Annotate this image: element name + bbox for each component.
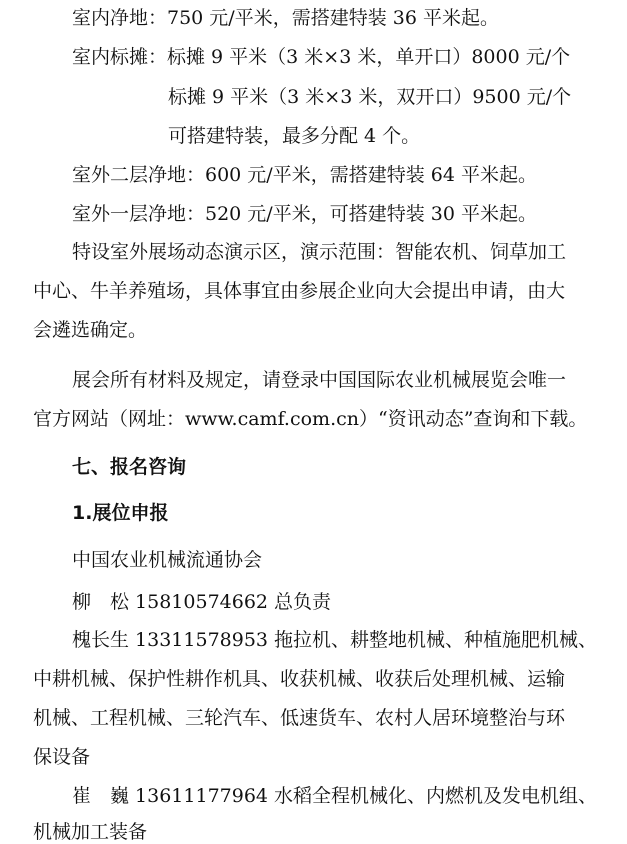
demo-zone-line-1: 特设室外展场动态演示区，演示范围：智能农机、饲草加工 <box>72 241 567 263</box>
pricing-indoor-booth-2: 标摊 9 平米（3 米×3 米，双开口）9500 元/个 <box>168 86 572 108</box>
contact-huai-changsheng-line-4: 保设备 <box>33 746 91 768</box>
pricing-indoor-booth-3: 可搭建特装，最多分配 4 个。 <box>168 125 421 147</box>
section-heading: 七、报名咨询 <box>72 456 187 478</box>
pricing-indoor-raw: 室内净地：750 元/平米，需搭建特装 36 平米起。 <box>72 7 499 29</box>
contact-huai-changsheng-line-1: 槐长生 13311578953 拖拉机、耕整地机械、种植施肥机械、 <box>72 629 598 651</box>
website-note-prefix: 官方网站（网址： <box>33 408 186 430</box>
contact-cui-wei-line-1: 崔 巍 13611177964 水稻全程机械化、内燃机及发电机组、 <box>72 785 598 807</box>
pricing-outdoor-second: 室外二层净地：600 元/平米，需搭建特装 64 平米起。 <box>72 164 537 186</box>
pricing-outdoor-first: 室外一层净地：520 元/平米，可搭建特装 30 平米起。 <box>72 203 537 225</box>
organization-name: 中国农业机械流通协会 <box>72 549 263 571</box>
pricing-indoor-booth-1: 室内标摊：标摊 9 平米（3 米×3 米，单开口）8000 元/个 <box>72 46 571 68</box>
demo-zone-line-2: 中心、牛羊养殖场，具体事宜由参展企业向大会提出申请，由大 <box>33 280 566 302</box>
demo-zone-line-3: 会遴选确定。 <box>33 319 148 341</box>
website-note-line-2 <box>33 407 587 431</box>
website-note-suffix: ）“资讯动态”查询和下载。 <box>358 408 588 430</box>
contact-huai-changsheng-line-3: 机械、工程机械、三轮汽车、低速货车、农村人居环境整治与环 <box>33 707 566 729</box>
website-note-line-1: 展会所有材料及规定，请登录中国国际农业机械展览会唯一 <box>72 369 567 391</box>
contact-liu-song: 柳 松 15810574662 总负责 <box>72 591 332 613</box>
contact-huai-changsheng-line-2: 中耕机械、保护性耕作机具、收获机械、收获后处理机械、运输 <box>33 668 566 690</box>
contact-cui-wei-line-2: 机械加工装备 <box>33 821 148 843</box>
official-website-link[interactable]: www.camf.com.cn <box>185 408 359 430</box>
subsection-heading: 1.展位申报 <box>72 502 169 524</box>
